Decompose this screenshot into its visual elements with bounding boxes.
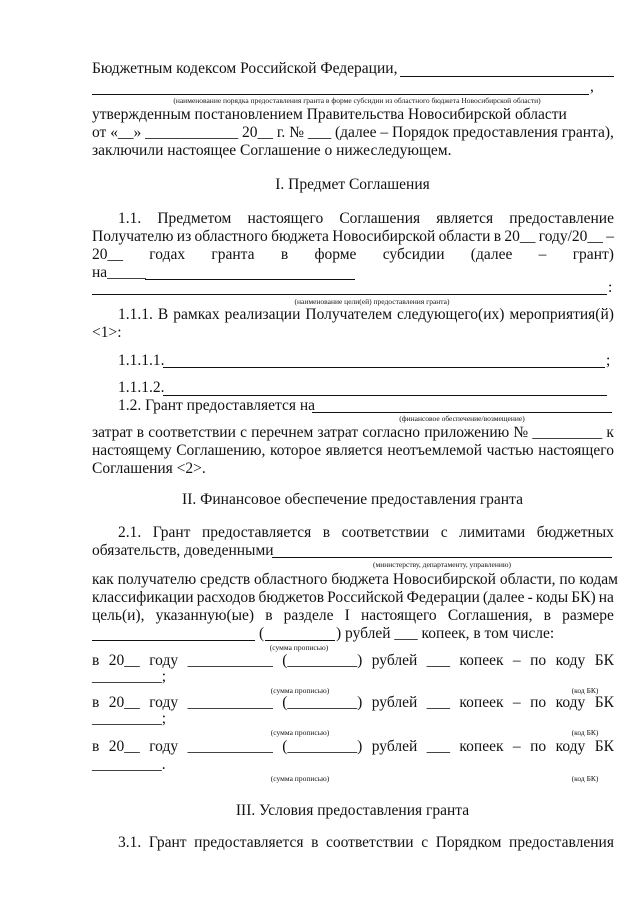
sum-in-words-total: ) рублей ___ копеек, в том числе: — [336, 625, 555, 642]
text-part: настоящему — [92, 442, 172, 459]
text-part: Российской — [327, 589, 404, 606]
text-part: Соглашению, — [176, 442, 266, 459]
paragraph-1-1-1-line — [118, 306, 614, 324]
text-part: в — [280, 246, 289, 263]
text-part: БК) — [571, 589, 596, 606]
text-part: с — [440, 524, 448, 541]
text-part: лимитами — [459, 524, 526, 541]
section-title-3: III. Условия предоставления гранта — [235, 802, 470, 819]
text-part: копеек — [459, 652, 504, 669]
text-part: Порядок — [392, 124, 450, 141]
blank-line — [400, 76, 614, 77]
text-part: – — [606, 228, 614, 245]
text-part: Получателю — [92, 228, 174, 245]
text-part: в — [265, 607, 273, 624]
item-1-1-1-1: 1.1.1.1. — [118, 352, 165, 369]
text-part: 2.1. — [118, 524, 142, 541]
text-part: в — [92, 652, 100, 669]
text-part: бюджетов — [258, 589, 325, 606]
text-part: бюджета — [271, 228, 329, 245]
text-part: реализации — [224, 306, 301, 323]
text-part: к — [606, 424, 614, 441]
text-part: БК — [594, 738, 614, 755]
semicolon: ; — [606, 352, 611, 369]
text-part: гранта — [211, 246, 255, 263]
paragraph-2-1-line: как получателю средств областного бюджета Новосибирской области, по кодам — [92, 571, 618, 588]
text-part: настоящего — [247, 210, 324, 227]
text-part: (_________) — [282, 694, 363, 711]
text-part: году/20__ — [538, 228, 603, 245]
kbk-blank: _________; — [92, 710, 167, 727]
text-part: годах — [149, 246, 186, 263]
item-1-1-1-2: 1.1.1.2. — [118, 379, 165, 396]
text-part: г. — [276, 124, 286, 141]
text-part: 20__ — [108, 652, 140, 669]
text-part: ___ — [426, 694, 450, 711]
text-part: 20__ — [108, 694, 140, 711]
text-part: мероприятия(й) — [509, 306, 614, 323]
text-part: № — [513, 424, 529, 441]
text-part: на — [598, 589, 614, 606]
section-title-1: I. Предмет Соглашения — [275, 176, 430, 193]
text-part: Получателем — [305, 306, 392, 323]
paragraph-2-1-obligations: обязательств, доведенными — [92, 542, 274, 559]
text-part: в — [92, 694, 100, 711]
text-part: в — [322, 524, 331, 541]
text-part: размере — [562, 607, 614, 624]
text-part: ___________ — [187, 652, 273, 669]
text-part: ___________ — [187, 738, 273, 755]
text-part: 1.1. — [118, 210, 142, 227]
intro-line-date — [92, 124, 614, 142]
text-part: Федерации — [406, 589, 480, 606]
text-part: – — [380, 124, 389, 141]
text-part: цель(и), — [92, 607, 145, 624]
caption-goal: (наименование цели(ей) предоставления гранта) — [294, 297, 450, 306]
text-part: ___ — [426, 738, 450, 755]
text-part: согласно — [362, 424, 421, 441]
text-part: является — [325, 442, 383, 459]
text-part: Соглашения — [339, 210, 421, 227]
text-part: рублей — [371, 738, 418, 755]
text-part: перечнем — [251, 424, 314, 441]
text-part: – — [512, 652, 521, 669]
paragraph-1-2-end: Соглашения <2>. — [92, 460, 206, 477]
text-part: году — [149, 652, 179, 669]
colon: : — [608, 279, 613, 296]
text-part: – — [512, 694, 521, 711]
text-part: в — [493, 228, 502, 245]
text-part: классификации — [92, 589, 194, 606]
text-part: коду — [555, 694, 586, 711]
text-part: № — [289, 124, 304, 141]
text-part: от «__» — [92, 124, 142, 141]
text-part: в — [543, 607, 551, 624]
text-part: рублей — [371, 652, 418, 669]
footnote-ref-1: <1>: — [92, 324, 122, 341]
comma: , — [590, 78, 594, 95]
text-part: настоящего — [360, 607, 437, 624]
caption-sum: (сумма прописью) — [269, 643, 329, 652]
paragraph-1-1-line — [118, 210, 614, 228]
text-part: Соглашения, — [447, 607, 533, 624]
text-part: 20__ — [241, 124, 273, 141]
text-part: коду — [555, 652, 586, 669]
caption-kbk: (код БК) — [571, 686, 599, 695]
text-part: 20__ — [92, 246, 123, 263]
caption-sum: (сумма прописью) — [270, 774, 330, 783]
text-part: предоставления — [452, 124, 558, 141]
text-part: затрат — [92, 424, 133, 441]
paragraph-2-1-line — [118, 524, 614, 542]
text-part: году — [149, 738, 179, 755]
text-part: с — [240, 424, 247, 441]
year-row — [92, 694, 614, 712]
text-part: предоставляется — [194, 834, 304, 851]
kbk-blank: _________. — [92, 756, 166, 773]
paragraph-1-1-line — [92, 228, 614, 246]
text-part: бюджетных — [536, 524, 614, 541]
text-part: является — [436, 210, 494, 227]
text-part: следующего(их) — [397, 306, 505, 323]
text-part: указанную(ые) — [155, 607, 255, 624]
text-part: в — [311, 834, 319, 851]
text-part: I — [344, 607, 350, 624]
text-part: предоставляется — [201, 524, 312, 541]
blank-line — [265, 640, 335, 641]
text-part: области — [438, 228, 491, 245]
text-part: – — [538, 246, 547, 263]
text-part: коды — [535, 589, 569, 606]
text-part: 3.1. — [118, 834, 142, 851]
intro-line-budget-code: Бюджетным кодексом Российской Федерации, — [92, 60, 398, 77]
text-part: ____________ — [145, 124, 239, 141]
text-part: субсидии — [382, 246, 445, 263]
text-part: 1.1.1. — [118, 306, 153, 323]
text-part: которое — [269, 442, 322, 459]
text-part: разделе — [283, 607, 334, 624]
text-part: соответствии — [148, 424, 236, 441]
text-part: из — [176, 228, 192, 245]
blank-line — [163, 367, 605, 368]
text-part: предоставление — [509, 210, 614, 227]
text-part: предоставления — [509, 834, 614, 851]
text-part: 20__ — [108, 738, 140, 755]
text-part: - — [527, 589, 533, 606]
text-part: копеек — [459, 738, 504, 755]
text-part: неотъемлемой — [387, 442, 482, 459]
text-part: Порядком — [435, 834, 502, 851]
blank-line — [312, 412, 612, 413]
caption-sum: (сумма прописью) — [270, 728, 330, 737]
text-part: (_________) — [282, 738, 363, 755]
text-part: с — [421, 834, 429, 851]
text-part: (_________) — [282, 652, 363, 669]
text-part: областного — [194, 228, 268, 245]
text-part: _________ — [532, 424, 603, 441]
text-part: БК — [594, 652, 614, 669]
paragraph-1-2-line — [92, 442, 614, 460]
caption-financing: (финансовое обеспечение/возмещение) — [399, 414, 525, 423]
blank-line — [145, 279, 355, 280]
blank-line — [272, 557, 612, 558]
text-part: затрат — [317, 424, 359, 441]
text-part: (далее — [470, 246, 513, 263]
caption-kbk: (код БК) — [571, 728, 599, 737]
paragraph-2-1-line — [92, 607, 614, 625]
year-row — [92, 652, 614, 670]
text-part: по — [530, 694, 547, 711]
kbk-blank: _________; — [92, 668, 167, 685]
blank-line — [92, 294, 607, 295]
text-part: В — [157, 306, 169, 323]
section-title-2: II. Финансовое обеспечение предоставления гранта — [182, 491, 523, 508]
text-part: расходов — [196, 589, 256, 606]
text-part: ___ — [307, 124, 332, 141]
intro-line-concluded: заключили настоящее Соглашение о нижеследующем. — [92, 142, 452, 159]
text-part: Грант — [148, 834, 187, 851]
blank-line — [92, 94, 589, 95]
text-part: частью — [486, 442, 534, 459]
text-part: (далее — [482, 589, 525, 606]
text-part: соответствии — [341, 524, 430, 541]
text-part: ___________ — [187, 694, 273, 711]
text-part: Новосибирской — [332, 228, 436, 245]
caption-ministry: (министерству, департаменту, управлению) — [373, 560, 511, 569]
year-row — [92, 738, 614, 756]
text-part: рамках — [173, 306, 220, 323]
text-part: настоящего — [538, 442, 614, 459]
paragraph-1-1-line — [92, 246, 614, 264]
text-part: по — [530, 652, 547, 669]
text-part: в — [92, 738, 100, 755]
caption-kbk: (код БК) — [571, 774, 599, 783]
text-part: гранта), — [561, 124, 614, 141]
text-part: Предметом — [157, 210, 232, 227]
text-part: ___ — [426, 652, 450, 669]
paragraph-1-1-na: на_____ — [92, 264, 146, 281]
text-part: – — [512, 738, 521, 755]
text-part: копеек — [459, 694, 504, 711]
text-part: рублей — [371, 694, 418, 711]
paragraph-2-1-line — [92, 589, 614, 607]
text-part: приложению — [424, 424, 510, 441]
blank-line — [92, 640, 255, 641]
paren-open: ( — [259, 625, 265, 642]
text-part: Грант — [152, 524, 191, 541]
paragraph-1-2-line — [92, 424, 614, 442]
text-part: по — [530, 738, 547, 755]
text-part: грант) — [572, 246, 614, 263]
text-part: коду — [555, 738, 586, 755]
text-part: форме — [314, 246, 357, 263]
text-part: в — [136, 424, 145, 441]
blank-line — [163, 395, 607, 396]
text-part: году — [149, 694, 179, 711]
paragraph-1-2: 1.2. Грант предоставляется на — [118, 397, 316, 414]
caption-sum: (сумма прописью) — [270, 686, 330, 695]
text-part: (далее — [334, 124, 377, 141]
text-part: соответствии — [326, 834, 414, 851]
paragraph-3-1-line — [118, 834, 614, 852]
text-part: БК — [594, 694, 614, 711]
intro-line-resolution: утвержденным постановлением Правительства Новосибирской области — [92, 106, 567, 123]
caption-order-name: (наименование порядка предоставления гранта в форме субсидии из областного бюджета Новосибирской области) — [173, 96, 541, 105]
text-part: 20__ — [504, 228, 536, 245]
